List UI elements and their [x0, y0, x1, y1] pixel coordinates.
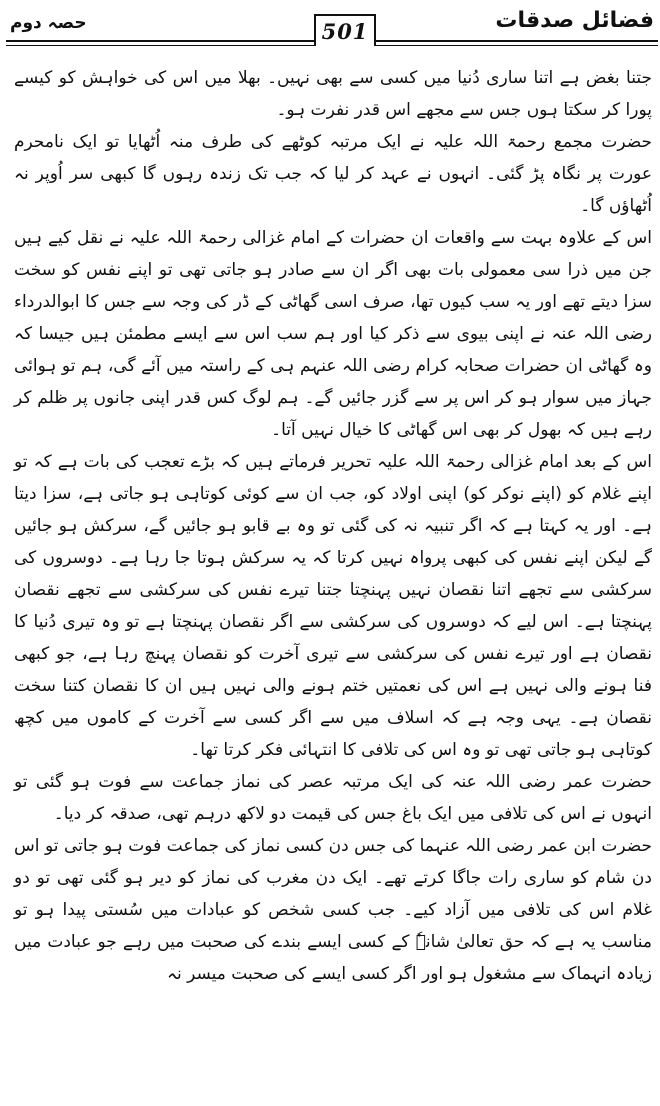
section-label: حصہ دوم	[10, 13, 87, 33]
paragraph-1: جتنا بغض ہے اتنا ساری دُنیا میں کسی سے بھی نہیں۔ بھلا میں اس کی خواہش کو کیسے پورا کر سکتا ہوں جس سے مجھے اس قدر نفرت ہو۔	[14, 68, 652, 120]
paragraph-3: اس کے علاوہ بہت سے واقعات ان حضرات کے امام غزالی رحمۃ اللہ علیہ نے نقل کیے ہیں جن میں ذرا سی معمولی بات بھی اگر ان سے صادر ہو جاتی تھی تو اپنے نفس کو سخت سزا دیتے تھے اور یہ سب کیوں تھا، صرف اسی گھاٹی کے ڈر کی وجہ سے جس کا ابوالدرداء رضی اللہ عنہ نے اپنی بیوی سے ذکر کیا اور ہم سب اس سے ایسے مطمئن ہیں جیسا کہ وہ گھاٹی ان حضرات صحابہ کرام رضی اللہ عنہم ہی کے راستہ میں آئے گی، ہم تو ہوائی جہاز میں سوار ہو کر اس پر سے گزر جائیں گے۔ ہم لوگ کس قدر اپنی جانوں پر ظلم کر رہے ہیں کہ بھول کر بھی اس گھاٹی کا خیال نہیں آتا۔	[14, 228, 652, 440]
book-title: فضائل صدقات	[495, 8, 654, 33]
paragraph-5: حضرت عمر رضی اللہ عنہ کی ایک مرتبہ عصر کی نماز جماعت سے فوت ہو گئی تو انہوں نے اس کی تلافی میں ایک باغ جس کی قیمت دو لاکھ درہم تھی، صدقہ کر دیا۔	[14, 772, 652, 824]
page-header	[0, 0, 660, 60]
paragraph-6: حضرت ابن عمر رضی اللہ عنہما کی جس دن کسی نماز کی جماعت فوت ہو جاتی تو اس دن شام کو ساری رات جاگا کرتے تھے۔ ایک دن مغرب کی نماز کو دیر ہو گئی تھی تو دو غلام اس کی تلافی میں آزاد کیے۔ جب کسی شخص کو عبادات میں سُستی پیدا ہو تو مناسب یہ ہے کہ حق تعالیٰ شانہٗ کے کسی ایسے بندے کی صحبت میں رہے جو عبادت میں زیادہ انہماک سے مشغول ہو اور اگر کسی ایسے کی صحبت میسر نہ	[14, 836, 652, 984]
paragraph-4: اس کے بعد امام غزالی رحمۃ اللہ علیہ تحریر فرماتے ہیں کہ بڑے تعجب کی بات ہے کہ تو اپنے غلام کو (اپنے نوکر کو) اپنی اولاد کو، جب ان سے کوئی کوتاہی ہو جاتی ہے، سزا دیتا ہے۔ اور یہ کہتا ہے کہ اگر تنبیہ نہ کی گئی تو وہ بے قابو ہو جائیں گے، سرکش ہو جائیں گے لیکن اپنے نفس کی کبھی پرواہ نہیں کرتا کہ یہ سرکش ہوتا جا رہا ہے۔ دوسروں کی سرکشی سے تجھے اتنا نقصان نہیں پہنچتا جتنا تیرے نفس کی سرکشی سے تجھے نقصان پہنچتا ہے۔ اس لیے کہ دوسروں کی سرکشی سے اگر نقصان پہنچتا ہے تو وہ تیری دُنیا کا نقصان ہے اور تیرے نفس کی سرکشی سے تیری آخرت کو نقصان پہنچ رہا ہے، جو کبھی فنا ہونے والی نہیں ہے اس کی نعمتیں ختم ہونے والی نہیں ہیں ان کا نقصان کتنا سخت نقصان ہے۔ یہی وجہ ہے کہ اسلاف میں سے اگر کسی سے آخرت کے کاموں میں کچھ کوتاہی ہو جاتی تھی تو وہ اس کی تلافی کا انتہائی فکر کرتا تھا۔	[14, 452, 652, 760]
paragraph-2: حضرت مجمع رحمۃ اللہ علیہ نے ایک مرتبہ کوٹھے کی طرف منہ اُٹھایا تو ایک نامحرم عورت پر نگاہ پڑ گئی۔ انہوں نے عہد کر لیا کہ جب تک زندہ رہوں گا کبھی سر اُوپر نہ اُٹھاؤں گا۔	[14, 132, 652, 216]
page-number: 501	[314, 14, 376, 46]
body-text	[14, 62, 652, 990]
